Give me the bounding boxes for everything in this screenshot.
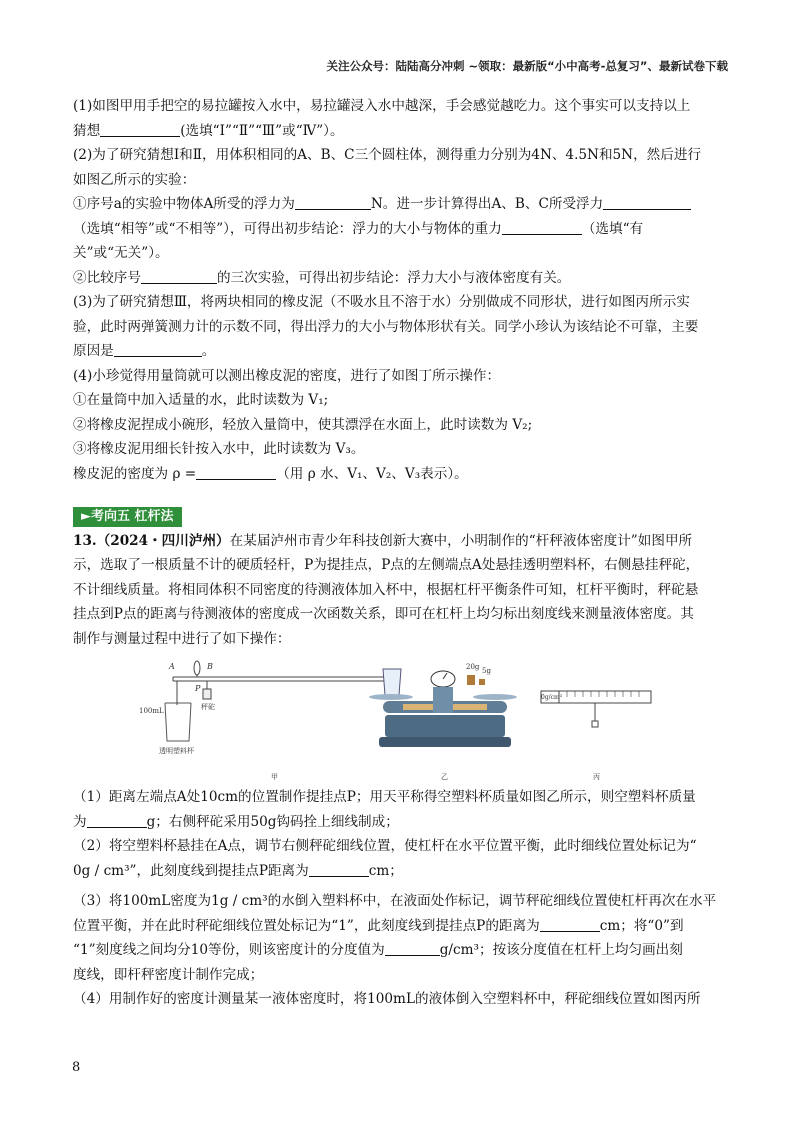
s2-line-a: （2）将空塑料杯悬挂在A点，调节右侧秤砣细线位置，使杠杆在水平位置平衡，此时细线位置处标记为“ [73, 838, 697, 854]
label-volume: 100mL [139, 707, 164, 715]
q13-line-3: 不计细线质量。将相同体积不同密度的待测液体加入杯中，根据杠杆平衡条件可知，杠杆平衡时，秤砣悬 [73, 581, 699, 598]
s1-line-b: 为 g；右侧秤砣采用50g钩码拴上细线制成； [73, 813, 399, 830]
label-20g: 20g [466, 663, 480, 671]
answer-blank[interactable] [141, 269, 217, 284]
figure-yi [363, 657, 523, 785]
label-b: B [207, 662, 213, 671]
s3-line-d: 度线，即杆秤密度计制作完成； [73, 966, 264, 983]
q2-line-b: 如图乙所示的实验： [73, 171, 196, 188]
answer-blank[interactable] [502, 220, 582, 235]
q4-line-d: ③将橡皮泥用细长针按入水中，此时读数为 V₃。 [73, 441, 365, 457]
answer-blank[interactable] [603, 195, 691, 210]
label-a: A [169, 662, 175, 671]
q13-line-2: 示，选取了一根质量不计的硬质轻杆，P为提挂点，P点的左侧端点A处悬挂透明塑料杯，右侧悬挂秤砣， [73, 557, 700, 573]
s2-line-b: 0g / cm³”，此刻度线到提挂点P距离为 cm； [73, 862, 403, 879]
answer-blank[interactable] [295, 195, 371, 210]
s3-line-c: “1”刻度线之间均分10等份，则该密度计的分度值为 g/cm³；按该分度值在杠杆上均匀画出刻 [73, 942, 683, 958]
q13-line-1: 13.（2024・四川泸州）在某届泸州市青少年科技创新大赛中，小明制作的“杆秤液体密度计”如图甲所 [73, 532, 693, 549]
figure-jia [139, 655, 395, 783]
q1-line-a: (1)如图甲用手把空的易拉罐按入水中，易拉罐浸入水中越深，手会感觉越吃力。这个事实可以支持以上 [73, 98, 691, 114]
q3-line-c: 原因是 。 [73, 343, 216, 359]
section-tag: ►考向五 杠杆法 [73, 504, 728, 529]
answer-blank[interactable] [114, 342, 202, 357]
page-content [73, 94, 728, 1012]
q2-line-c: ①序号a的实验中物体A所受的浮力为 N。进一步计算得出A、B、C所受浮力 [73, 192, 728, 217]
label-5g: 5g [482, 667, 491, 675]
q4-line-b: ①在量筒中加入适量的水，此时读数为 V₁; [73, 392, 329, 408]
s3-line-a: （3）将100mL密度为1g / cm³的水倒入塑料杯中，在液面处作标记，调节秤砣细线位置使杠杆再次在水平 [73, 893, 717, 909]
s4-line-a: （4）用制作好的密度计测量某一液体密度时，将100mL的液体倒入空塑料杯中，秤砣细线位置如图丙所 [73, 991, 701, 1007]
q3-line-a: (3)为了研究猜想Ⅲ，将两块相同的橡皮泥（不吸水且不溶于水）分别做成不同形状，进行如图丙所示实 [73, 294, 690, 310]
label-p: P [195, 684, 201, 693]
q2-line-d: （选填“相等”或“不相等”），可得出初步结论：浮力的大小与物体的重力 （选填“有 [73, 220, 644, 237]
figure-bing [535, 655, 655, 783]
q2-line-a: (2)为了研究猜想Ⅰ和Ⅱ，用体积相同的A、B、C三个圆柱体，测得重力分别为4N、4.5N和5N，然后进行 [73, 147, 702, 163]
s1-line-a: （1）距离左端点A处10cm的位置制作提挂点P；用天平称得空塑料杯质量如图乙所示，则空塑料杯质量 [73, 789, 696, 805]
answer-blank[interactable] [540, 917, 600, 932]
q3-line-b: 验，此时两弹簧测力计的示数不同，得出浮力的大小与物体形状有关。同学小珍认为该结论不可靠，主要 [73, 318, 699, 335]
s3-line-b: 位置平衡，并在此时秤砣细线位置处标记为“1”，此刻度线到提挂点P的距离为 cm；将“0”到 [73, 917, 684, 934]
q2-line-f: ②比较序号 的三次实验，可得出初步结论：浮力大小与液体密度有关。 [73, 269, 571, 286]
figures-row [73, 655, 728, 785]
page-number: 8 [72, 1060, 81, 1075]
answer-blank[interactable] [100, 122, 180, 137]
page-header: 关注公众号：陆陆高分冲刺 ~领取：最新版“小中高考-总复习”、最新试卷下载 [326, 59, 728, 73]
label-yi: 乙 [441, 773, 448, 781]
label-bing: 丙 [593, 773, 600, 781]
q4-line-c: ②将橡皮泥捏成小碗形，轻放入量筒中，使其漂浮在水面上，此时读数为 V₂; [73, 416, 533, 433]
label-weight: 秤砣 [201, 703, 215, 711]
q4-line-e: 橡皮泥的密度为 ρ = （用 ρ 水、V₁、V₂、V₃表示）。 [73, 465, 468, 482]
q13-line-5: 制作与测量过程中进行了如下操作： [73, 630, 291, 647]
label-zero: 0g/cm³ [541, 694, 563, 701]
q2-line-e: 关”或“无关”）。 [73, 245, 169, 261]
q13-line-4: 挂点到P点的距离与待测液体的密度成一次函数关系，即可在杠杆上均匀标出刻度线来测量液体密度。其 [73, 606, 694, 622]
q4-line-a: (4)小珍觉得用量筒就可以测出橡皮泥的密度，进行了如图丁所示操作： [73, 367, 501, 384]
answer-blank[interactable] [309, 862, 369, 877]
answer-blank[interactable] [385, 941, 440, 956]
answer-blank[interactable] [87, 813, 147, 828]
label-jia: 甲 [271, 773, 278, 781]
label-cup: 透明塑料杯 [159, 747, 194, 755]
answer-blank[interactable] [196, 465, 276, 480]
q1-line-b: 猜想 (选填“I”“Ⅱ”“Ⅲ”或“Ⅳ”）。 [73, 122, 344, 139]
